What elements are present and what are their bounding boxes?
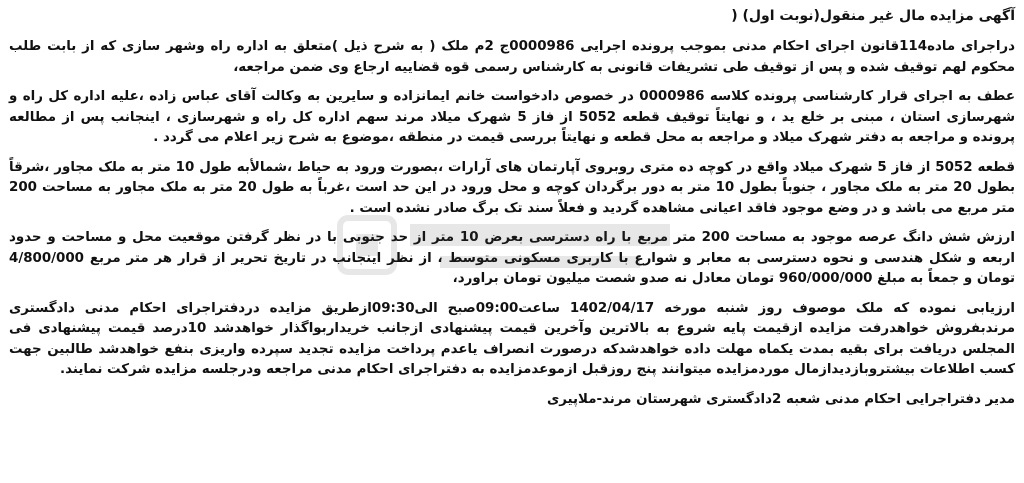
- notice-title: آگهی مزایده مال غیر منقول(نوبت اول) (: [731, 8, 1015, 24]
- notice-paragraph-2: عطف به اجرای قرار کارشناسی پرونده کلاسه 0000986 در خصوص دادخواست خانم ایمانزاده و سایرین به وکالت آقای عباس زاده ،علیه اداره کل راه و شهرسازی استان ، مبنی بر خلع ید ، و نهایتاً توقیف قطعه 5052 از فاز 5 شهرک میلاد مرند سهم اداره کل راه و شهرسازی ، اینجانب پس از مطالعه پرونده و مراجعه به دفتر شهرک میلاد و مراجعه به محل قطعه و نهایتاً بررسی قیمت در منطقه ،موضوع به شرح زیر اعلام می گردد .: [9, 89, 1015, 145]
- notice-paragraph-3: قطعه 5052 از فاز 5 شهرک میلاد واقع در کوچه ده متری روبروی آپارتمان های آرارات ،بصورت ورود به حیاط ،شمالأبه طول 10 متر به ملک مجاور ،شرقاً بطول 20 متر به ملک مجاور ، جنوباً بطول 10 متر به دور برگردان کوچه و محل ورود در این حد است ،غرباً به طول 20 متر به ملک مجاور به مساحت 200 متر مربع می باشد و در وضع موجود فاقد اعیانی مشاهده گردید و فعلاً سند تک برگ صادر نشده است .: [9, 159, 1015, 216]
- notice-paragraph-5: ارزیابی نموده که ملک موصوف روز شنبه مورخه 1402/04/17 ساعت09:00صبح الی09:30ازطریق مزایده دردفتراجرای احکام مدنی دادگستری مرندبفروش خواهدرفت مزایده ازقیمت پایه شروع به بالاترین وآخرین قیمت پیشنهادی ازجانب خریداربواگذار خواهدشد 10درصد قیمت پیشنهادی فی المجلس دریافت برای بقیه بمدت یکماه مهلت داده خواهدشدکه درصورت انصراف یاعدم پرداخت مزایده تجدید سپرده واریزی بنفع خواهدشد طالبین جهت کسب اطلاعات بیشتروبازدیدازمال موردمزایده میتوانند پنج روزقبل ازموعدمزایده به دفتراجرای احکام مدنی مراجعه ودرجلسه مزایده شرکت نمایند.: [9, 300, 1015, 377]
- notice-signature: مدیر دفتراجرایی احکام مدنی شعبه 2دادگستری شهرستان مرند-ملاپیری: [546, 391, 1015, 407]
- notice-paragraph-1: دراجرای ماده114قانون اجرای احکام مدنی بموجب پرونده اجرایی 0000986ج 2م ملک ( به شرح ذیل )متعلق به اداره راه وشهر سازی که از بابت طلب محکوم لهم توقیف شده و پس از توقیف طی تشریفات قانونی به کارشناس رسمی قوه قضاییه ارجاع وی ضمن مراجعه،: [9, 39, 1015, 75]
- notice-paragraph-4: ارزش شش دانگ عرصه موجود به مساحت 200 متر مربع با راه دسترسی بعرض 10 متر از حد جنوبی با در نظر گرفتن موقعیت محل و مساحت و حدود اربعه و شکل هندسی و نحوه دسترسی به معابر و شوارع با کاربری مسکونی متوسط ، از نظر اینجانب در تاریخ تحریر از قرار هر متر مربع 4/800/000 تومان و جمعاً به مبلغ 960/000/000 تومان معادل نه صدو شصت میلیون تومان براورد،: [9, 230, 1015, 286]
